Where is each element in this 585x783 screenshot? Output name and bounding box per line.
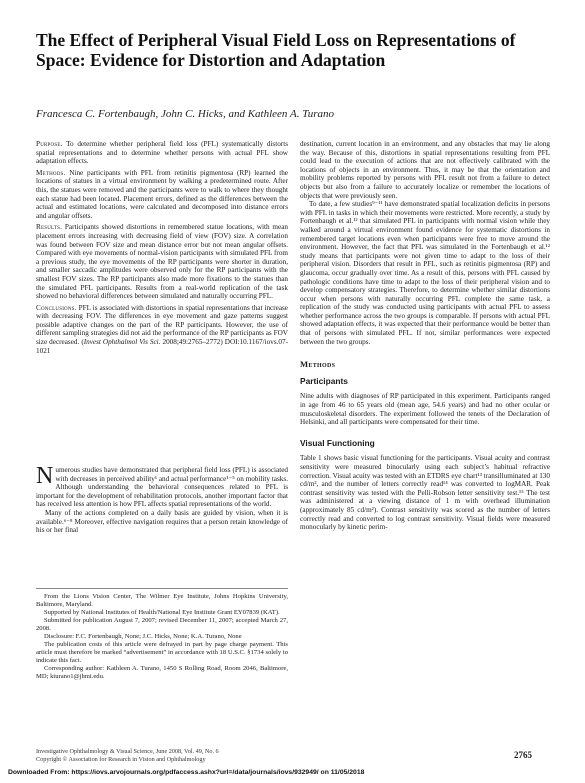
participants-paragraph: Nine adults with diagnoses of RP participated in this experiment. Participants ranged in age from 46 to 65 years old (mean age, 54.6 years) and had no other ocular or musculoskeletal disorders. The experiment followed the tenets of the Declaration of Helsinki, and all participants were compensated for their time. [300, 392, 550, 427]
footnote-divider [36, 588, 288, 589]
footnote-affiliation: From the Lions Vision Center, The Wilmer Eye Institute, Johns Hopkins University, Baltimore, Maryland. [36, 593, 288, 608]
author-list: Francesca C. Fortenbaugh, John C. Hicks, and Kathleen A. Turano [36, 108, 334, 120]
visual-functioning-heading: Visual Functioning [300, 437, 375, 448]
abstract-purpose: Purpose. To determine whether peripheral field loss (PFL) systematically distorts spatial representations and to determine whether persons with actual PFL show adaptation effects. [36, 140, 288, 166]
footnote-costs: The publication costs of this article were defrayed in part by page charge payment. This article must therefore be marked “advertisement” in accordance with 18 U.S.C. §1734 solely to indicate this fact. [36, 641, 288, 664]
copyright-line: Copyright © Association for Research in Vision and Ophthalmology [36, 755, 206, 763]
journal-citation-line: Investigative Ophthalmology & Visual Science, June 2008, Vol. 49, No. 6 [36, 748, 219, 755]
download-notice: Downloaded From: https://iovs.arvojournals.org/pdfaccess.ashx?url=/data/journals/iovs/932949/ on 11/05/2018 [8, 769, 365, 776]
visual-functioning-paragraph: Table 1 shows basic visual functioning for the participants. Visual acuity and contrast sensitivity were measured binocularly using each subject’s habitual refractive correction. Visual acuity was tested with an ETDRS eye chart¹³ transilluminated at 130 cd/m², and the number of letters correctly read¹⁴ was converted to logMAR. Peak contrast sensitivity was tested with the Pelli-Robson letter sensitivity test.¹⁵ The test was administered at a viewing distance of 1 m with overhead illumination (approximately 85 cd/m²). Contrast sensitivity was scored as the number of letters correctly read and converted to log contrast sensitivity. Visual fields were measured monocularly by kinetic perim- [300, 454, 550, 532]
methods-heading: Methods [300, 359, 336, 370]
body-paragraph-2: To date, a few studies⁹⁻¹¹ have demonstrated spatial localization deficits in persons with PFL in tasks in which their movements were restricted. More recently, a study by Fortenbaugh et al.¹² that simulated PFL in participants with normal vision while they walked around a virtual environment found evidence for systematic distortions in remembered target locations even when participants were free to move around the environment. However, the fact that PFL was simulated in the Fortenbaugh et al.¹² study means that participants were not given time to adapt to the loss of their peripheral vision. Disorders that result in PFL, such as retinitis pigmentosa (RP) and glaucoma, occur gradually over time. As a result of this, persons with PFL caused by pathologic conditions have time to adapt to the loss of their peripheral vision and to develop compensatory strategies. Therefore, to determine whether similar distortions occur when persons with naturally occurring PFL complete the same task, a replication of the study was conducted using participants with actual PFL to assess whether performance across the two groups is comparable. If persons with actual PFL showed adaptation effects, it was expected that their performance would be better than that of persons with simulated PFL. If not, similar performances were expected between the two groups. [300, 200, 550, 346]
abstract-methods: Methods. Nine participants with PFL from retinitis pigmentosa (RP) learned the locations of statues in a virtual environment by walking a predetermined route. After this, the statues were removed and the participants were to walk to where they thought each statue had been located. Placement errors, defined as the differences between the actual and estimated locations, were calculated and decomposed into distance errors and angular offsets. [36, 168, 288, 220]
participants-heading: Participants [300, 375, 348, 386]
abstract-results: Results. Participants showed distortions in remembered statue locations, with mean placement errors increasing with decreasing field of view (FOV) size. A correlation was found between FOV size and mean distance error but not mean angular offsets. Compared with eye movements of normal-vision participants with simulated PFL from a previous study, the eye movements of the RP participants were shorter in duration, and smaller saccadic amplitudes were observed only for the RP participants with the smallest FOV sizes. The RP participants also made more fixations to the statues than the simulated PFL participants. Results from a real-world replication of the task showed no behavioral differences between simulated and naturally occurring PFL. [36, 223, 288, 301]
intro-paragraph-2: Many of the actions completed on a daily basis are guided by vision, when it is available.⁶⁻⁸ Moreover, effective navigation requires that a person retain knowledge of his or her final [36, 508, 288, 535]
footnote-dates: Submitted for publication August 7, 2007; revised December 11, 2007; accepted March 27, 2008. [36, 617, 288, 632]
footnote-support: Supported by National Institutes of Health/National Eye Institute Grant EY07839 (KAT). [44, 609, 280, 616]
right-column [300, 140, 550, 532]
drop-cap: N [36, 463, 54, 489]
paper-title: The Effect of Peripheral Visual Field Loss on Representations of Space: Evidence for Distortion and Adaptation [36, 30, 516, 70]
page-number: 2765 [514, 750, 532, 760]
footnote-corresponding: Corresponding author: Kathleen A. Turano, 1450 S Rolling Road, Room 2046, Baltimore, MD; kturano1@jhmi.edu. [36, 665, 288, 680]
abstract [36, 140, 288, 358]
footnotes [36, 593, 288, 681]
introduction [36, 463, 288, 535]
intro-paragraph-1: Numerous studies have demonstrated that peripheral field loss (PFL) is associated with decreases in perceived ability¹ and actual performance¹⁻⁵ on mobility tasks. Although understanding the behavioral consequences related to PFL is important for the development of rehabilitation protocols, another important factor that has received less attention is how PFL affects spatial representations of the world. [36, 463, 288, 509]
footnote-disclosure: Disclosure: F.C. Fortenbaugh, None; J.C. Hicks, None; K.A. Turano, None [44, 633, 242, 640]
abstract-conclusions: Conclusions. PFL is associated with distortions in spatial representations that increase with decreasing FOV. The differences in eye movement and gaze patterns suggest possible adaptive changes on the part of the RP participants. However, the use of different sampling strategies did not aid the performance of the RP participants as FOV size decreased. (Invest Ophthalmol Vis Sci. 2008;49:2765–2772) DOI:10.1167/iovs.07-1021 [36, 303, 289, 355]
journal-footer [36, 748, 219, 763]
body-paragraph-1: destination, current location in an environment, and any obstacles that may lie along the way. Because of this, distortions in spatial representations resulting from PFL could lead to the execution of actions that are not effectively calibrated with the locations of objects in an environment. Thus, it may be that the orientation and mobility problems reported by persons with PFL result not from a failure to detect objects but also from a failure to accurately localize or remember the locations of objects that were previously seen. [300, 140, 550, 200]
